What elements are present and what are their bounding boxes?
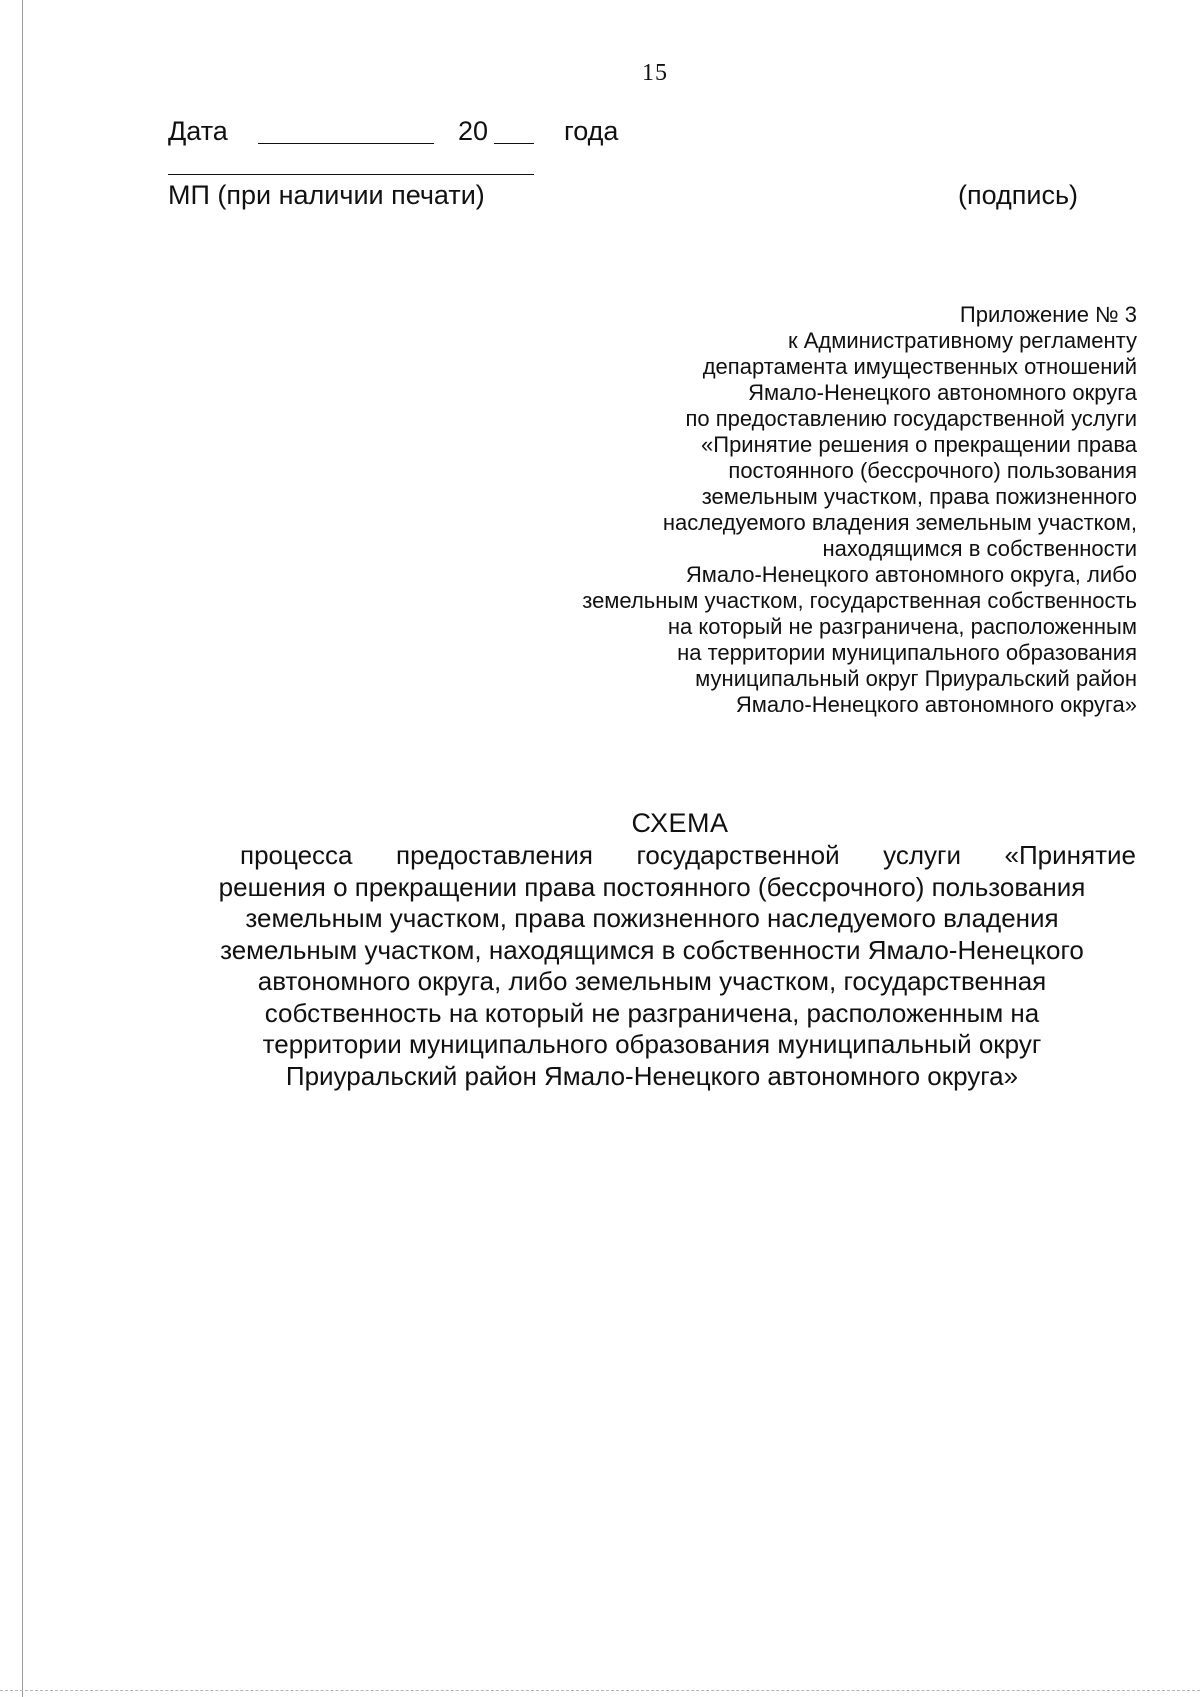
appendix-line: наследуемого владения земельным участком, [662, 510, 1137, 535]
scheme-line: решения о прекращении права постоянного (бессрочного) пользования [218, 871, 1086, 902]
year-prefix: 20 [458, 116, 489, 146]
appendix-line: муниципальный округ Приуральский район [695, 666, 1137, 691]
appendix-line: находящимся в собственности [822, 536, 1137, 561]
appendix-line: «Принятие решения о прекращении права [701, 432, 1137, 457]
scheme-line: Приуральский район Ямало-Ненецкого автономного округа» [285, 1060, 1019, 1091]
appendix-line: к Административному регламенту [787, 328, 1137, 353]
scheme-line: земельным участком, находящимся в собственности Ямало-Ненецкого [220, 934, 1084, 965]
page-bottom-border [0, 1690, 1200, 1691]
scheme-description [168, 840, 1136, 1092]
appendix-line: постоянного (бессрочного) пользования [728, 458, 1137, 483]
stamp-signature-line [168, 174, 534, 175]
page-left-border [22, 0, 23, 1697]
scheme-line: территории муниципального образования муниципальный округ [262, 1029, 1042, 1059]
page-number: 15 [642, 60, 668, 86]
scheme-word: предоставления [396, 840, 593, 870]
appendix-line: на территории муниципального образования [677, 640, 1137, 665]
appendix-line: департамента имущественных отношений [702, 354, 1137, 379]
appendix-line: по предоставлению государственной услуги [685, 406, 1137, 431]
scheme-line: собственность на который не разграничена, расположенным на [264, 997, 1040, 1028]
scheme-first-line [168, 840, 1136, 872]
scheme-word: процесса [240, 840, 353, 870]
appendix-line: Ямало-Ненецкого автономного округа» [735, 692, 1137, 717]
date-blank-line [258, 143, 434, 144]
scheme-title: СХЕМА [631, 808, 729, 838]
signature-label: (подпись) [958, 180, 1079, 210]
year-suffix: года [564, 116, 619, 146]
appendix-line: Приложение № 3 [959, 302, 1137, 327]
year-blank-line [494, 143, 534, 144]
scheme-word: государственной [636, 840, 840, 870]
scheme-line: автономного округа, либо земельным участком, государственная [257, 966, 1047, 996]
appendix-line: земельным участком, государственная собственность [582, 588, 1137, 613]
scheme-line: земельным участком, права пожизненного наследуемого владения [245, 903, 1059, 933]
appendix-line: Ямало-Ненецкого автономного округа [748, 380, 1137, 405]
scheme-word: услуги [883, 840, 962, 870]
scheme-word: «Принятие [1004, 840, 1136, 870]
date-label: Дата [168, 116, 228, 146]
appendix-line: земельным участком, права пожизненного [701, 484, 1137, 509]
stamp-label: МП (при наличии печати) [168, 180, 485, 210]
appendix-line: Ямало-Ненецкого автономного округа, либо [685, 562, 1137, 587]
appendix-line: на который не разграничена, расположенным [667, 614, 1137, 639]
appendix-header [460, 302, 1137, 718]
